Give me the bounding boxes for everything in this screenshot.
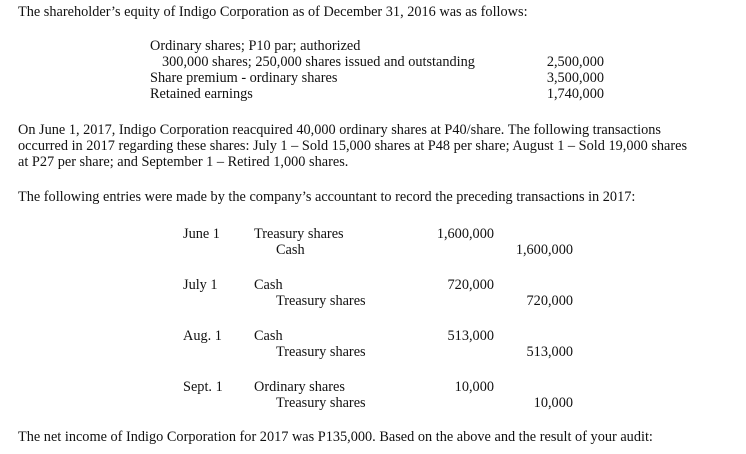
equity-amount: 2,500,000 (546, 54, 604, 70)
equity-line: Retained earnings (150, 86, 253, 102)
equity-line: Share premium - ordinary shares (150, 70, 338, 86)
entry-debit-amount: 720,000 (447, 277, 494, 293)
closing-text: The net income of Indigo Corporation for 2017 was P135,000. Based on the above and the result of your audit: (18, 429, 653, 445)
equity-line: 300,000 shares; 250,000 shares issued and outstanding (162, 54, 475, 70)
entry-debit-account: Treasury shares (254, 226, 344, 242)
entry-credit-account: Treasury shares (276, 293, 366, 309)
entry-debit-amount: 513,000 (447, 328, 494, 344)
paragraph-line: On June 1, 2017, Indigo Corporation reacquired 40,000 ordinary shares at P40/share. The following transactions (18, 122, 661, 138)
equity-amount: 1,740,000 (546, 86, 604, 102)
equity-amount: 3,500,000 (546, 70, 604, 86)
entry-date: June 1 (183, 226, 220, 242)
entries-intro: The following entries were made by the company’s accountant to record the preceding transactions in 2017: (18, 189, 636, 205)
equity-line: Ordinary shares; P10 par; authorized (150, 38, 361, 54)
entry-debit-amount: 1,600,000 (436, 226, 494, 242)
entry-debit-amount: 10,000 (454, 379, 494, 395)
entry-debit-account: Cash (254, 328, 283, 344)
entry-credit-account: Treasury shares (276, 395, 366, 411)
entry-credit-amount: 10,000 (533, 395, 573, 411)
entry-credit-account: Treasury shares (276, 344, 366, 360)
entry-date: Aug. 1 (183, 328, 222, 344)
entry-credit-amount: 720,000 (526, 293, 573, 309)
entry-credit-amount: 1,600,000 (515, 242, 573, 258)
entry-date: July 1 (183, 277, 218, 293)
entry-debit-account: Ordinary shares (254, 379, 345, 395)
entry-credit-account: Cash (276, 242, 305, 258)
entry-debit-account: Cash (254, 277, 283, 293)
intro-text: The shareholder’s equity of Indigo Corporation as of December 31, 2016 was as follows: (18, 4, 528, 20)
paragraph-line: at P27 per share; and September 1 – Retired 1,000 shares. (18, 154, 349, 170)
entry-date: Sept. 1 (183, 379, 223, 395)
paragraph-line: occurred in 2017 regarding these shares: July 1 – Sold 15,000 shares at P48 per share; August 1 – Sold 19,000 shares (18, 138, 688, 154)
entry-credit-amount: 513,000 (526, 344, 573, 360)
